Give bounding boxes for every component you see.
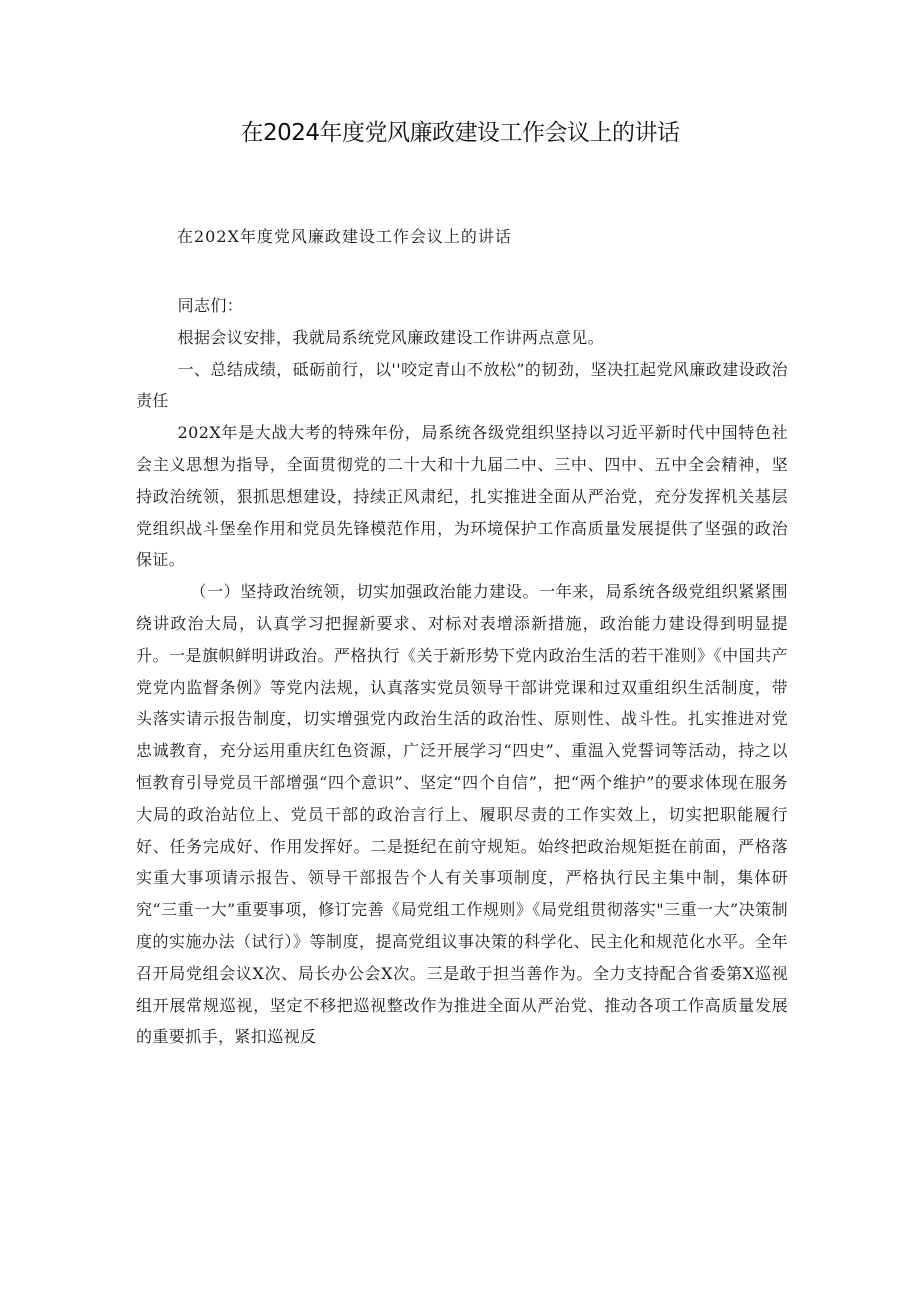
- document-subtitle: 在202X年度党风廉政建设工作会议上的讲话: [177, 227, 512, 246]
- salutation: 同志们：: [177, 296, 244, 315]
- document-body: [136, 290, 788, 1053]
- document-title: 在2024年度党风廉政建设工作会议上的讲话: [240, 120, 680, 146]
- section-heading-1: 一、总结成绩，砥砺前行，以''咬定青山不放松”的韧劲，坚决扛起党风廉政建设政治责任: [136, 359, 788, 411]
- paragraph-subsection-1: （一）坚持政治统领，切实加强政治能力建设。一年来，局系统各级党组织紧紧围绕讲政治大局，认真学习把握新要求、对标对表增添新措施，政治能力建设得到明显提升。一是旗帜鲜明讲政治。严格执行《关于新形势下党内政治生活的若干准则》《中国共产党党内监督条例》等党内法规，认真落实党员领导干部讲党课和过双重组织生活制度，带头落实请示报告制度，切实增强党内政治生活的政治性、原则性、战斗性。扎实推进对党忠诚教育，充分运用重庆红色资源，广泛开展学习“四史”、重温入党誓词等活动，持之以恒教育引导党员干部增强“四个意识”、坚定“四个自信”，把“两个维护”的要求体现在服务大局的政治站位上、党员干部的政治言行上、履职尽责的工作实效上，切实把职能履行好、任务完成好、作用发挥好。二是挺纪在前守规矩。始终把政治规矩挺在前面，严格落实重大事项请示报告、领导干部报告个人有关事项制度，严格执行民主集中制，集体研究“三重一大”重要事项，修订完善《局党组工作规则》《局党组贯彻落实"三重一大”决策制度的实施办法（试行）》等制度，提高党组议事决策的科学化、民主化和规范化水平。全年召开局党组会议X次、局长办公会X次。三是敢于担当善作为。全力支持配合省委第X巡视组开展常规巡视，坚定不移把巡视整改作为推进全面从严治党、推动各项工作高质量发展的重要抓手，紧扣巡视反: [136, 582, 788, 1047]
- paragraph-summary: 202X年是大战大考的特殊年份，局系统各级党组织坚持以习近平新时代中国特色社会主义思想为指导，全面贯彻党的二十大和十九届二中、三中、四中、五中全会精神，坚持政治统领，狠抓思想建设，持续正风肃纪，扎实推进全面从严治党，充分发挥机关基层党组织战斗堡垒作用和党员先锋模范作用，为环境保护工作高质量发展提供了坚强的政治保证。: [136, 423, 788, 570]
- paragraph-intro: 根据会议安排，我就局系统党风廉政建设工作讲两点意见。: [177, 327, 604, 347]
